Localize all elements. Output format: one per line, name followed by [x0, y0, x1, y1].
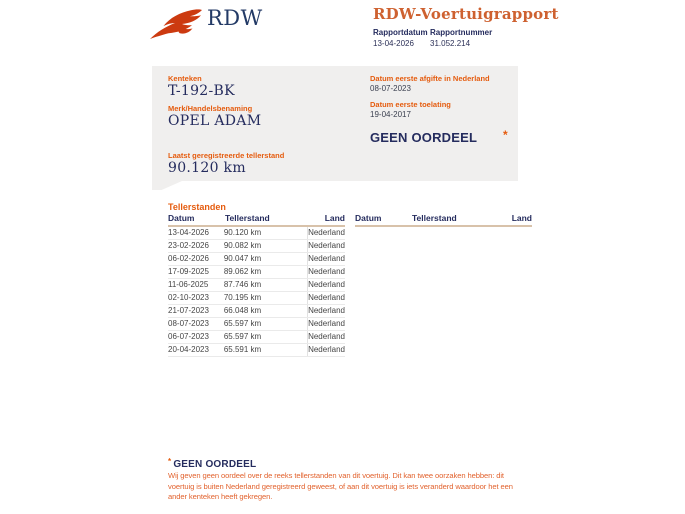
column-header-land: Land: [511, 213, 532, 223]
rdw-logo-wordmark: RDW: [207, 6, 263, 30]
tellerstanden-table-right: [355, 213, 532, 227]
table-cell: 70.195 km: [224, 292, 308, 304]
eerste-toelating-label: Datum eerste toelating: [370, 100, 451, 109]
table-row: [168, 292, 345, 305]
laatste-tellerstand-label: Laatst geregistreerde tellerstand: [168, 151, 285, 160]
table-cell: 66.048 km: [224, 305, 308, 317]
report-date: [373, 28, 428, 48]
page-title: RDW-Voertuigrapport: [373, 5, 559, 23]
table-row: [168, 240, 345, 253]
table-cell: Nederland: [308, 306, 345, 315]
table-cell: 13-04-2026: [168, 228, 209, 237]
table-header: [168, 213, 345, 227]
table-cell: Nederland: [308, 228, 345, 237]
column-header-tellerstand: Tellerstand: [225, 213, 270, 223]
rdw-wing-icon: [149, 7, 203, 41]
merk-value: OPEL ADAM: [168, 113, 262, 129]
report-date-label: Rapportdatum: [373, 28, 428, 37]
footnote-marker: *: [168, 457, 172, 466]
table-cell: 23-02-2026: [168, 241, 209, 250]
table-cell: 08-07-2023: [168, 319, 209, 328]
column-header-datum: Datum: [355, 213, 382, 223]
table-cell: 65.591 km: [224, 344, 308, 356]
table-row: [168, 227, 345, 240]
table-cell: Nederland: [308, 319, 345, 328]
table-cell: 20-04-2023: [168, 345, 209, 354]
vehicle-summary-box: [152, 66, 518, 181]
table-cell: Nederland: [308, 241, 345, 250]
table-cell: 02-10-2023: [168, 293, 209, 302]
table-cell: Nederland: [308, 280, 345, 289]
table-cell: 21-07-2023: [168, 306, 209, 315]
oordeel-footnote-marker: *: [503, 128, 508, 142]
table-cell: 87.746 km: [224, 279, 308, 291]
laatste-tellerstand-value: 90.120 km: [168, 160, 246, 176]
kenteken-value: T-192-BK: [168, 83, 235, 99]
footnote-body: Wij geven geen oordeel over de reeks tellerstanden van dit voertuig. Dit kan twee oorzaken hebben: dit voertuig is buiten Nederland geregistreerd geweest, of aan dit voertuig is iets veranderd waardoor het een ander kenteken heeft gekregen.: [168, 471, 513, 501]
kenteken-label: Kenteken: [168, 74, 202, 83]
report-number-value: 31.052.214: [430, 39, 471, 48]
table-body: [168, 227, 345, 357]
table-row: [168, 331, 345, 344]
table-cell: 89.062 km: [224, 266, 308, 278]
table-row: [168, 305, 345, 318]
table-row: [168, 344, 345, 357]
report-number-label: Rapportnummer: [430, 28, 493, 37]
table-cell: Nederland: [308, 267, 345, 276]
table-cell: 90.120 km: [224, 227, 308, 239]
table-cell: 06-07-2023: [168, 332, 209, 341]
table-cell: 65.597 km: [224, 318, 308, 330]
footnote-title: [168, 457, 256, 470]
table-row: [168, 318, 345, 331]
merk-label: Merk/Handelsbenaming: [168, 104, 253, 113]
table-cell: 65.597 km: [224, 331, 308, 343]
column-header-datum: Datum: [168, 213, 195, 223]
table-cell: 11-06-2025: [168, 280, 209, 289]
table-row: [168, 279, 345, 292]
eerste-toelating-value: 19-04-2017: [370, 110, 411, 119]
table-cell: 17-09-2025: [168, 267, 209, 276]
table-cell: Nederland: [308, 293, 345, 302]
table-cell: Nederland: [308, 345, 345, 354]
eerste-afgifte-label: Datum eerste afgifte in Nederland: [370, 74, 490, 83]
table-header: [355, 213, 532, 227]
table-row: [168, 266, 345, 279]
eerste-afgifte-value: 08-07-2023: [370, 84, 411, 93]
column-header-tellerstand: Tellerstand: [412, 213, 457, 223]
footnote-title-text: GEEN OORDEEL: [173, 459, 257, 470]
table-cell: 06-02-2026: [168, 254, 209, 263]
table-cell: Nederland: [308, 254, 345, 263]
tellerstanden-title: Tellerstanden: [168, 202, 226, 212]
report-number: [430, 28, 492, 48]
report-date-value: 13-04-2026: [373, 39, 414, 48]
table-cell: Nederland: [308, 332, 345, 341]
oordeel-value: GEEN OORDEEL: [370, 130, 478, 145]
table-cell: 90.082 km: [224, 240, 308, 252]
table-cell: 90.047 km: [224, 253, 308, 265]
column-header-land: Land: [324, 213, 345, 223]
tellerstanden-table-left: [168, 213, 345, 357]
table-row: [168, 253, 345, 266]
